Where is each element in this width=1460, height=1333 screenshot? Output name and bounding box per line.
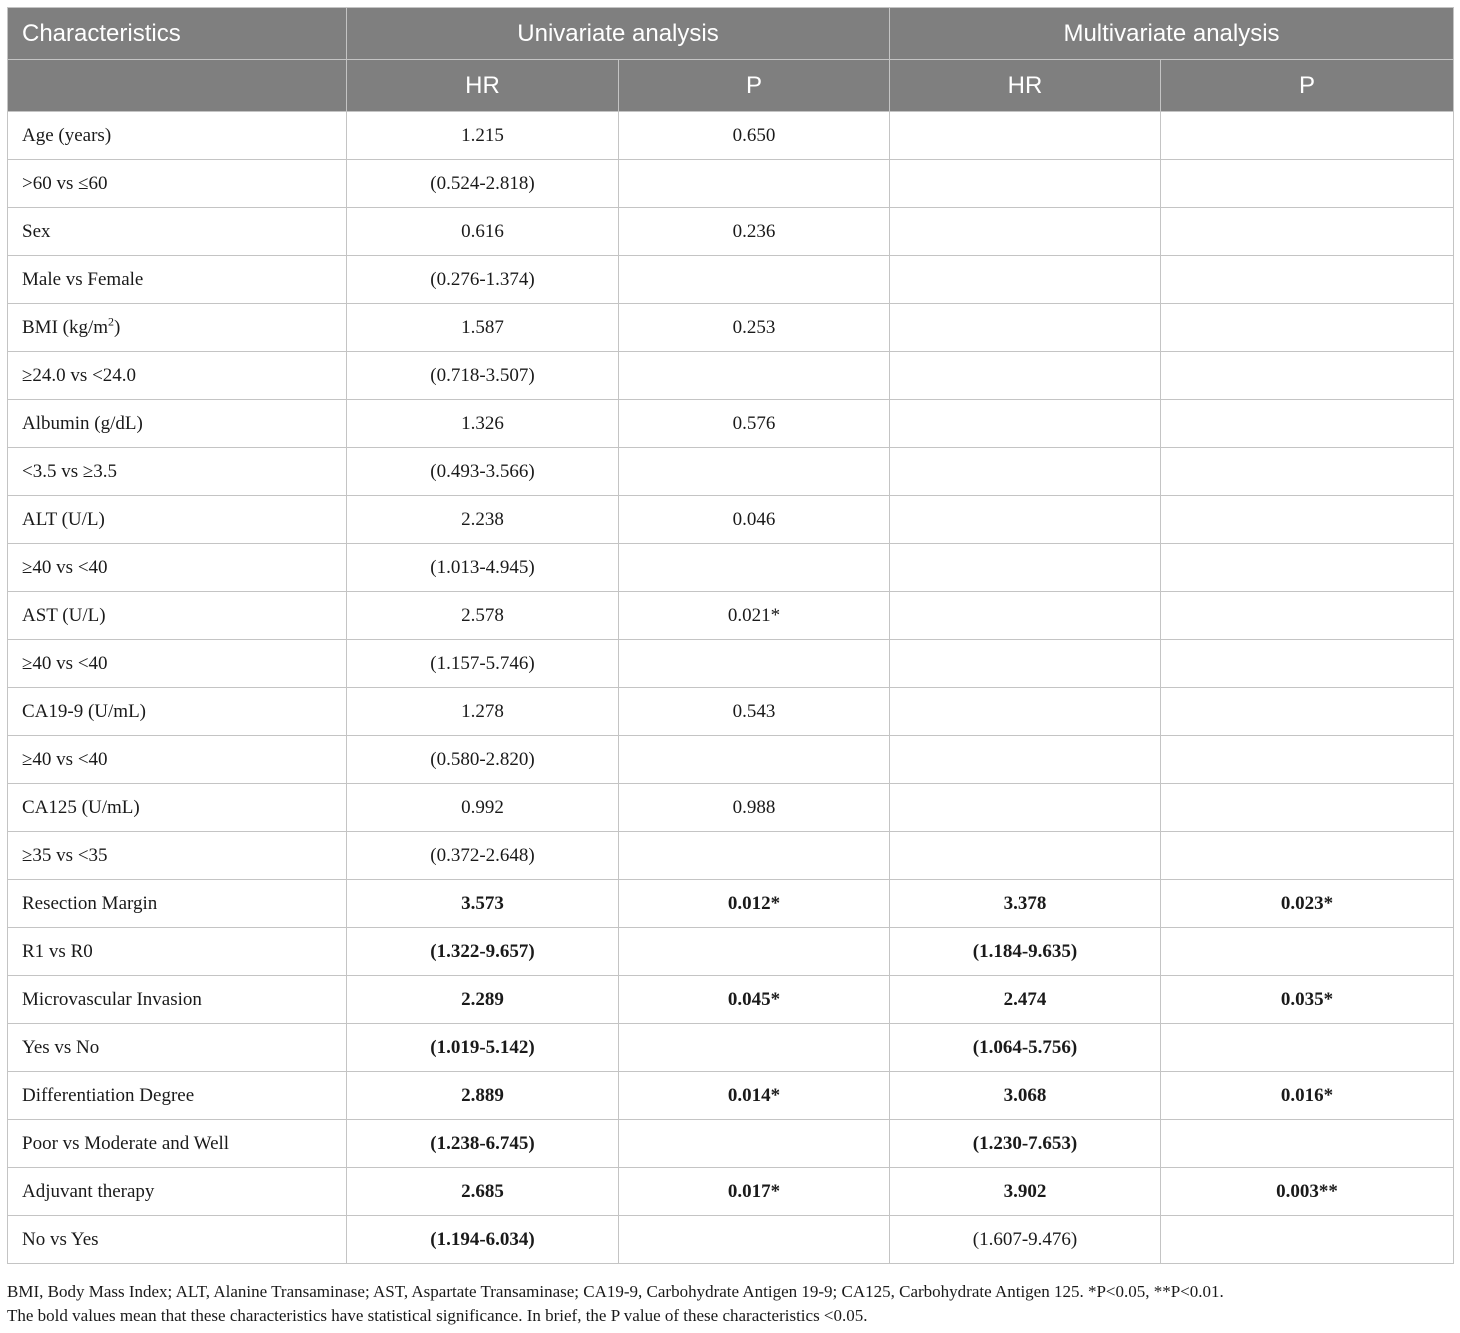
univariate-hr-cell: (1.013-4.945) bbox=[347, 544, 619, 592]
multivariate-hr-cell: 3.068 bbox=[890, 1072, 1161, 1120]
univariate-hr-cell: 3.573 bbox=[347, 880, 619, 928]
univariate-p-cell: 0.988 bbox=[619, 784, 890, 832]
multivariate-p-cell bbox=[1161, 784, 1454, 832]
characteristic-cell: BMI $(kg/m^2)$ bbox=[8, 304, 347, 352]
header-multivariate: Multivariate analysis bbox=[890, 8, 1454, 60]
table-row bbox=[8, 640, 1454, 688]
table-row bbox=[8, 496, 1454, 544]
univariate-p-cell: 0.012* bbox=[619, 880, 890, 928]
footnote-bold-meaning: The bold values mean that these characteristics have statistical significance. In brief, the P value of these characteristics <0.05. bbox=[7, 1306, 868, 1325]
characteristic-cell: Yes vs No bbox=[8, 1024, 347, 1072]
multivariate-hr-cell bbox=[890, 592, 1161, 640]
multivariate-hr-cell bbox=[890, 496, 1161, 544]
table-row bbox=[8, 880, 1454, 928]
characteristic-cell: Poor vs Moderate and Well bbox=[8, 1120, 347, 1168]
multivariate-p-cell: 0.035* bbox=[1161, 976, 1454, 1024]
univariate-hr-cell: (0.493-3.566) bbox=[347, 448, 619, 496]
multivariate-p-cell bbox=[1161, 688, 1454, 736]
characteristic-cell: AST (U/L) bbox=[8, 592, 347, 640]
univariate-hr-cell: (0.580-2.820) bbox=[347, 736, 619, 784]
univariate-hr-cell: 0.992 bbox=[347, 784, 619, 832]
table-row bbox=[8, 784, 1454, 832]
table-row bbox=[8, 832, 1454, 880]
characteristic-cell: ≥24.0 vs <24.0 bbox=[8, 352, 347, 400]
univariate-p-cell bbox=[619, 448, 890, 496]
characteristic-cell: Resection Margin bbox=[8, 880, 347, 928]
characteristic-cell: >60 vs ≤60 bbox=[8, 160, 347, 208]
univariate-hr-cell: (0.372-2.648) bbox=[347, 832, 619, 880]
multivariate-p-cell bbox=[1161, 928, 1454, 976]
multivariate-p-cell bbox=[1161, 544, 1454, 592]
multivariate-p-cell bbox=[1161, 448, 1454, 496]
multivariate-p-cell bbox=[1161, 160, 1454, 208]
univariate-p-cell: 0.576 bbox=[619, 400, 890, 448]
table-row bbox=[8, 352, 1454, 400]
univariate-hr-cell: 2.685 bbox=[347, 1168, 619, 1216]
univariate-p-cell bbox=[619, 1120, 890, 1168]
univariate-p-cell: 0.017* bbox=[619, 1168, 890, 1216]
univariate-hr-cell: 1.215 bbox=[347, 112, 619, 160]
univariate-hr-cell: 2.578 bbox=[347, 592, 619, 640]
characteristic-cell: No vs Yes bbox=[8, 1216, 347, 1264]
table-row bbox=[8, 928, 1454, 976]
univariate-hr-cell: 0.616 bbox=[347, 208, 619, 256]
characteristic-cell: <3.5 vs ≥3.5 bbox=[8, 448, 347, 496]
characteristic-cell: CA125 (U/mL) bbox=[8, 784, 347, 832]
table-row bbox=[8, 256, 1454, 304]
univariate-hr-cell: 2.289 bbox=[347, 976, 619, 1024]
table-row bbox=[8, 1168, 1454, 1216]
table-row bbox=[8, 304, 1454, 352]
results-table bbox=[7, 7, 1454, 1264]
univariate-p-cell bbox=[619, 736, 890, 784]
univariate-hr-cell: (1.019-5.142) bbox=[347, 1024, 619, 1072]
table-row bbox=[8, 1120, 1454, 1168]
univariate-p-cell: 0.014* bbox=[619, 1072, 890, 1120]
multivariate-hr-cell bbox=[890, 736, 1161, 784]
multivariate-hr-cell: (1.184-9.635) bbox=[890, 928, 1161, 976]
univariate-p-cell bbox=[619, 832, 890, 880]
univariate-hr-cell: (1.194-6.034) bbox=[347, 1216, 619, 1264]
univariate-p-cell bbox=[619, 1024, 890, 1072]
multivariate-hr-cell bbox=[890, 832, 1161, 880]
table-row bbox=[8, 448, 1454, 496]
multivariate-hr-cell: 2.474 bbox=[890, 976, 1161, 1024]
table-footnotes bbox=[7, 1280, 1453, 1328]
univariate-hr-cell: 1.278 bbox=[347, 688, 619, 736]
multivariate-p-cell bbox=[1161, 400, 1454, 448]
multivariate-p-cell bbox=[1161, 304, 1454, 352]
univariate-hr-cell: 2.238 bbox=[347, 496, 619, 544]
univariate-p-cell: 0.253 bbox=[619, 304, 890, 352]
univariate-hr-cell: (1.157-5.746) bbox=[347, 640, 619, 688]
multivariate-p-cell: 0.003** bbox=[1161, 1168, 1454, 1216]
multivariate-hr-cell bbox=[890, 112, 1161, 160]
header-univariate-p: P bbox=[619, 60, 890, 112]
multivariate-hr-cell bbox=[890, 352, 1161, 400]
multivariate-p-cell bbox=[1161, 256, 1454, 304]
univariate-hr-cell: 1.587 bbox=[347, 304, 619, 352]
multivariate-hr-cell: (1.230-7.653) bbox=[890, 1120, 1161, 1168]
univariate-hr-cell: 1.326 bbox=[347, 400, 619, 448]
univariate-hr-cell: (0.524-2.818) bbox=[347, 160, 619, 208]
multivariate-hr-cell bbox=[890, 256, 1161, 304]
univariate-p-cell bbox=[619, 352, 890, 400]
characteristic-cell: R1 vs R0 bbox=[8, 928, 347, 976]
univariate-p-cell: 0.021* bbox=[619, 592, 890, 640]
univariate-p-cell: 0.046 bbox=[619, 496, 890, 544]
table-row bbox=[8, 160, 1454, 208]
univariate-p-cell: 0.236 bbox=[619, 208, 890, 256]
multivariate-hr-cell: 3.902 bbox=[890, 1168, 1161, 1216]
univariate-hr-cell: (1.322-9.657) bbox=[347, 928, 619, 976]
header-univariate: Univariate analysis bbox=[347, 8, 890, 60]
univariate-p-cell bbox=[619, 544, 890, 592]
characteristic-cell: Age (years) bbox=[8, 112, 347, 160]
header-characteristics: Characteristics bbox=[8, 8, 347, 60]
header-row-subcolumns bbox=[8, 60, 1454, 112]
multivariate-hr-cell bbox=[890, 688, 1161, 736]
multivariate-hr-cell bbox=[890, 160, 1161, 208]
multivariate-p-cell bbox=[1161, 112, 1454, 160]
univariate-p-cell bbox=[619, 640, 890, 688]
univariate-hr-cell: 2.889 bbox=[347, 1072, 619, 1120]
characteristic-cell: ≥35 vs <35 bbox=[8, 832, 347, 880]
table-row bbox=[8, 688, 1454, 736]
multivariate-p-cell bbox=[1161, 496, 1454, 544]
multivariate-hr-cell bbox=[890, 304, 1161, 352]
univariate-hr-cell: (1.238-6.745) bbox=[347, 1120, 619, 1168]
multivariate-p-cell bbox=[1161, 1216, 1454, 1264]
characteristic-cell: Male vs Female bbox=[8, 256, 347, 304]
univariate-p-cell: 0.543 bbox=[619, 688, 890, 736]
univariate-p-cell: 0.650 bbox=[619, 112, 890, 160]
characteristic-cell: Microvascular Invasion bbox=[8, 976, 347, 1024]
characteristic-cell: Albumin (g/dL) bbox=[8, 400, 347, 448]
univariate-hr-cell: (0.276-1.374) bbox=[347, 256, 619, 304]
characteristic-cell: ≥40 vs <40 bbox=[8, 736, 347, 784]
multivariate-p-cell bbox=[1161, 832, 1454, 880]
table-row bbox=[8, 1072, 1454, 1120]
table-row bbox=[8, 112, 1454, 160]
table-row bbox=[8, 592, 1454, 640]
table-row bbox=[8, 544, 1454, 592]
multivariate-p-cell bbox=[1161, 736, 1454, 784]
header-univariate-hr: HR bbox=[347, 60, 619, 112]
univariate-p-cell bbox=[619, 928, 890, 976]
table-row bbox=[8, 1216, 1454, 1264]
multivariate-p-cell bbox=[1161, 1024, 1454, 1072]
table-row bbox=[8, 976, 1454, 1024]
multivariate-p-cell bbox=[1161, 592, 1454, 640]
multivariate-hr-cell bbox=[890, 784, 1161, 832]
multivariate-hr-cell bbox=[890, 448, 1161, 496]
table-header bbox=[8, 8, 1454, 112]
multivariate-p-cell bbox=[1161, 640, 1454, 688]
table-row bbox=[8, 400, 1454, 448]
characteristic-cell: ALT (U/L) bbox=[8, 496, 347, 544]
univariate-p-cell bbox=[619, 1216, 890, 1264]
characteristic-cell: Adjuvant therapy bbox=[8, 1168, 347, 1216]
univariate-p-cell bbox=[619, 160, 890, 208]
table-row bbox=[8, 736, 1454, 784]
table-row bbox=[8, 1024, 1454, 1072]
footnote-abbreviations: BMI, Body Mass Index; ALT, Alanine Transaminase; AST, Aspartate Transaminase; CA19-9, Carbohydrate Antigen 19-9; CA125, Carbohydrate Antigen 125. *P<0.05, **P<0.01. bbox=[7, 1282, 1224, 1301]
multivariate-hr-cell: (1.607-9.476) bbox=[890, 1216, 1161, 1264]
characteristic-cell: ≥40 vs <40 bbox=[8, 640, 347, 688]
multivariate-hr-cell: (1.064-5.756) bbox=[890, 1024, 1161, 1072]
multivariate-hr-cell bbox=[890, 400, 1161, 448]
multivariate-hr-cell bbox=[890, 208, 1161, 256]
univariate-p-cell: 0.045* bbox=[619, 976, 890, 1024]
multivariate-p-cell: 0.016* bbox=[1161, 1072, 1454, 1120]
multivariate-p-cell bbox=[1161, 1120, 1454, 1168]
table-body bbox=[8, 112, 1454, 1264]
univariate-p-cell bbox=[619, 256, 890, 304]
characteristic-cell: Sex bbox=[8, 208, 347, 256]
header-empty bbox=[8, 60, 347, 112]
multivariate-hr-cell bbox=[890, 640, 1161, 688]
table-row bbox=[8, 208, 1454, 256]
characteristic-cell: Differentiation Degree bbox=[8, 1072, 347, 1120]
characteristic-cell: ≥40 vs <40 bbox=[8, 544, 347, 592]
multivariate-p-cell bbox=[1161, 208, 1454, 256]
results-table-container bbox=[7, 7, 1453, 1264]
multivariate-hr-cell: 3.378 bbox=[890, 880, 1161, 928]
header-multivariate-hr: HR bbox=[890, 60, 1161, 112]
header-row-groups bbox=[8, 8, 1454, 60]
multivariate-hr-cell bbox=[890, 544, 1161, 592]
header-multivariate-p: P bbox=[1161, 60, 1454, 112]
characteristic-cell: CA19-9 (U/mL) bbox=[8, 688, 347, 736]
multivariate-p-cell bbox=[1161, 352, 1454, 400]
multivariate-p-cell: 0.023* bbox=[1161, 880, 1454, 928]
univariate-hr-cell: (0.718-3.507) bbox=[347, 352, 619, 400]
